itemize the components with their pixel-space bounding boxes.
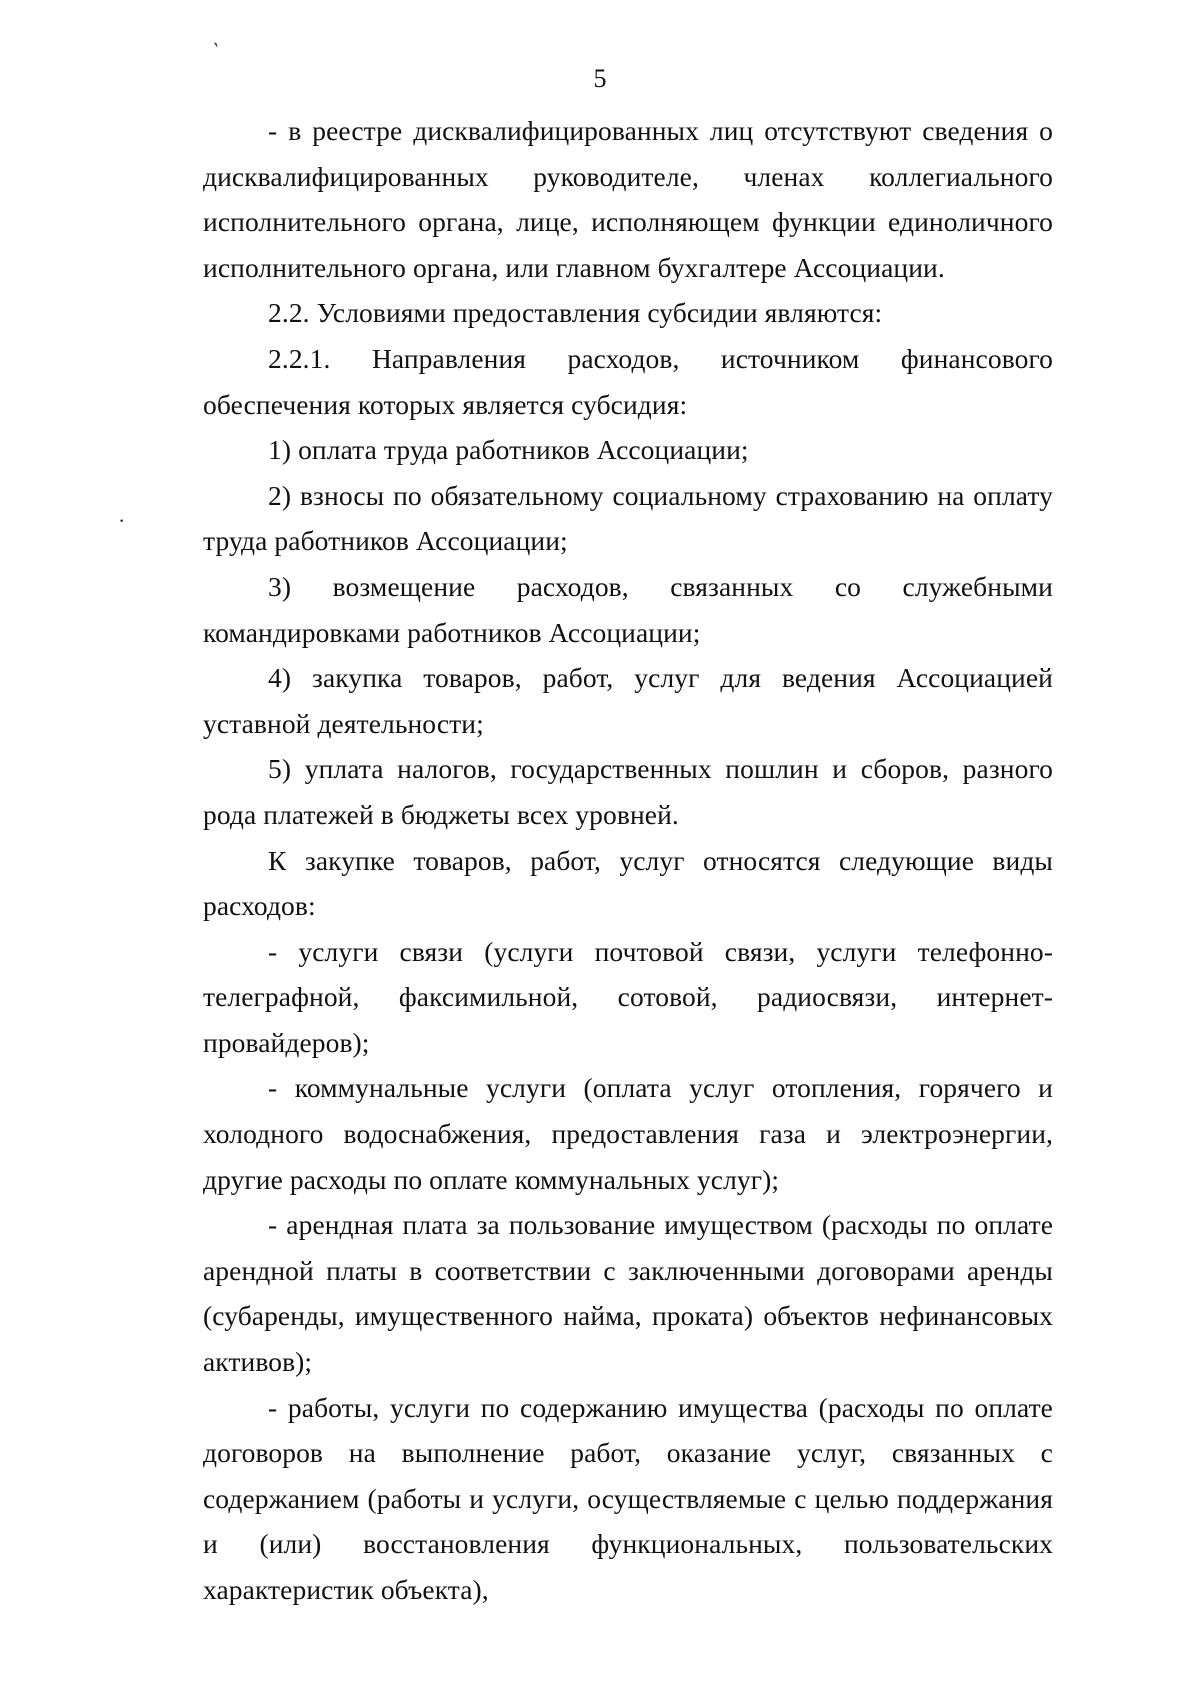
page-number: 5 xyxy=(593,64,607,93)
paragraph-expense-directions: 2.2.1. Направления расходов, источником финансового обеспечения которых является субсидия: xyxy=(203,342,1053,420)
paragraph-disqualified-persons: - в реестре дисквалифицированных лиц отсутствуют сведения о дисквалифицированных руководителе, членах коллегиального исполнительного органа, лице, исполняющем функции единоличного исполнительного органа, или главном бухгалтере Ассоциации. xyxy=(203,115,1053,283)
list-item-rent: - арендная плата за пользование имуществом (расходы по оплате арендной платы в соответствии с заключенными договорами аренды (субаренды, имущественного найма, проката) объектов нефинансовых активов); xyxy=(203,1209,1053,1378)
list-item-communication-services: - услуги связи (услуги почтовой связи, услуги телефонно-телеграфной, факсимильной, сотовой, радиосвязи, интернет-провайдеров); xyxy=(203,935,1053,1058)
document-body xyxy=(203,108,1053,1613)
list-item-business-trips: 3) возмещение расходов, связанных со служебными командировками работников Ассоциации; xyxy=(203,570,1053,648)
paragraph-procurement-types: К закупке товаров, работ, услуг относятся следующие виды расходов: xyxy=(203,844,1053,922)
list-item-property-maintenance: - работы, услуги по содержанию имущества (расходы по оплате договоров на выполнение работ, оказание услуг, связанных с содержанием (работы и услуги, осуществляемые с целью поддержания и (или) восстановления функциональных, пользовательских характеристик объекта), xyxy=(203,1391,1053,1605)
list-item-taxes: 5) уплата налогов, государственных пошлин и сборов, разного рода платежей в бюджеты всех уровней. xyxy=(203,753,1053,830)
list-item-labor-payment: 1) оплата труда работников Ассоциации; xyxy=(268,434,749,466)
paragraph-subsidy-conditions: 2.2. Условиями предоставления субсидии являются: xyxy=(268,297,883,329)
list-item-procurement: 4) закупка товаров, работ, услуг для ведения Ассоциацией уставной деятельности; xyxy=(203,662,1053,739)
list-item-utilities: - коммунальные услуги (оплата услуг отопления, горячего и холодного водоснабжения, предоставления газа и электроэнергии, другие расходы по оплате коммунальных услуг); xyxy=(203,1072,1053,1195)
list-item-insurance-contributions: 2) взносы по обязательному социальному страхованию на оплату труда работников Ассоциации; xyxy=(203,479,1053,557)
scan-artifact-dot: · xyxy=(118,508,126,533)
scan-artifact-mark: ˋ xyxy=(206,37,222,64)
